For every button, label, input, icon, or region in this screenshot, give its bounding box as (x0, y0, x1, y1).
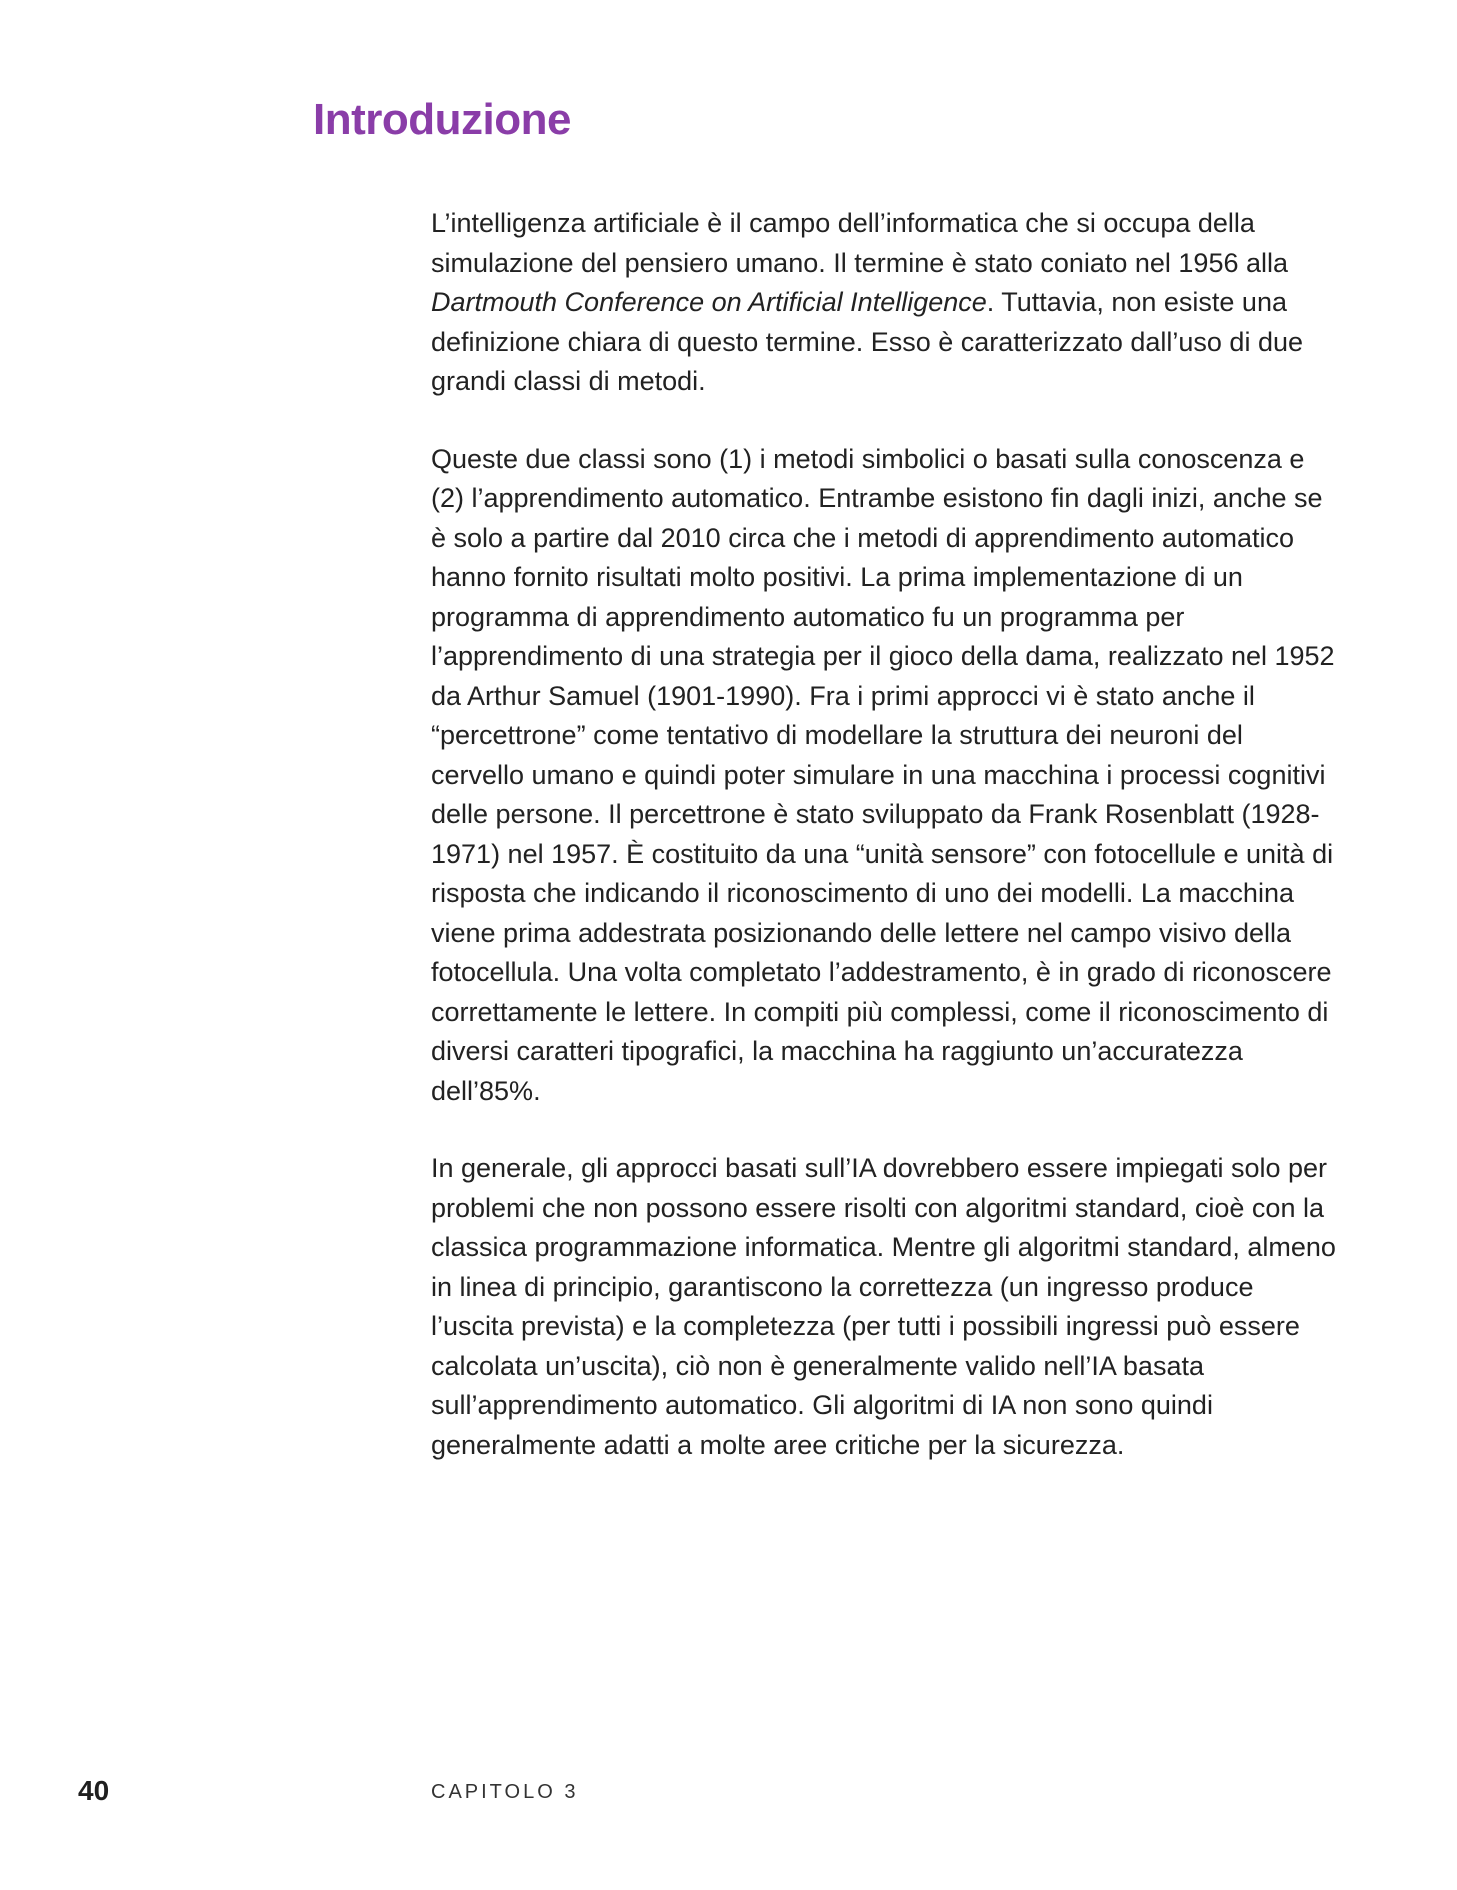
page-title: Introduzione (313, 95, 571, 144)
paragraph-1-start: L’intelligenza artificiale è il campo dell’informatica che si occupa della simulazione del pensiero umano. Il termine è stato coniato nel 1956 alla (431, 208, 1289, 278)
paragraph-3: In generale, gli approcci basati sull’IA dovrebbero essere impiegati solo per problemi che non possono essere risolti con algoritmi standard, cioè con la classica programmazione informatica. Mentre gli algoritmi standard, almeno in linea di principio, garantiscono la correttezza (un ingresso produce l’uscita prevista) e la completezza (per tutti i possibili ingressi può essere calcolata un’uscita), ciò non è generalmente valido nell’IA basata sull’apprendimento automatico. Gli algoritmi di IA non sono quindi generalmente adatti a molte aree critiche per la sicurezza. (431, 1153, 1336, 1460)
page-number: 40 (78, 1775, 110, 1806)
body-text (431, 204, 1341, 1503)
paragraph-1-italic: Dartmouth Conference on Artificial Intelligence (431, 287, 987, 317)
paragraph-1-end: . Tuttavia, non esiste una definizione chiara di questo termine. Esso è caratterizzato dall’uso di due grandi classi di metodi. (431, 287, 1303, 396)
paragraph-2: Queste due classi sono (1) i metodi simbolici o basati sulla conoscenza e (2) l’apprendimento automatico. Entrambe esistono fin dagli inizi, anche se è solo a partire dal 2010 circa che i metodi di apprendimento automatico hanno fornito risultati molto positivi. La prima implementazione di un programma di apprendimento automatico fu un programma per l’apprendimento di una strategia per il gioco della dama, realizzato nel 1952 da Arthur Samuel (1901-1990). Fra i primi approcci vi è stato anche il “percettrone” come tentativo di modellare la struttura dei neuroni del cervello umano e quindi poter simulare in una macchina i processi cognitivi delle persone. Il percettrone è stato sviluppato da Frank Rosenblatt (1928-1971) nel 1957. È costituito da una “unità sensore” con fotocellule e unità di risposta che indicando il riconoscimento di uno dei modelli. La macchina viene prima addestrata posizionando delle lettere nel campo visivo della fotocellula. Una volta completato l’addestramento, è in grado di riconoscere correttamente le lettere. In compiti più complessi, come il riconoscimento di diversi caratteri tipografici, la macchina ha raggiunto un’accuratezza dell’85%. (431, 443, 1335, 1106)
chapter-label: CAPITOLO 3 (431, 1781, 579, 1803)
paragraph-1 (431, 204, 1341, 402)
